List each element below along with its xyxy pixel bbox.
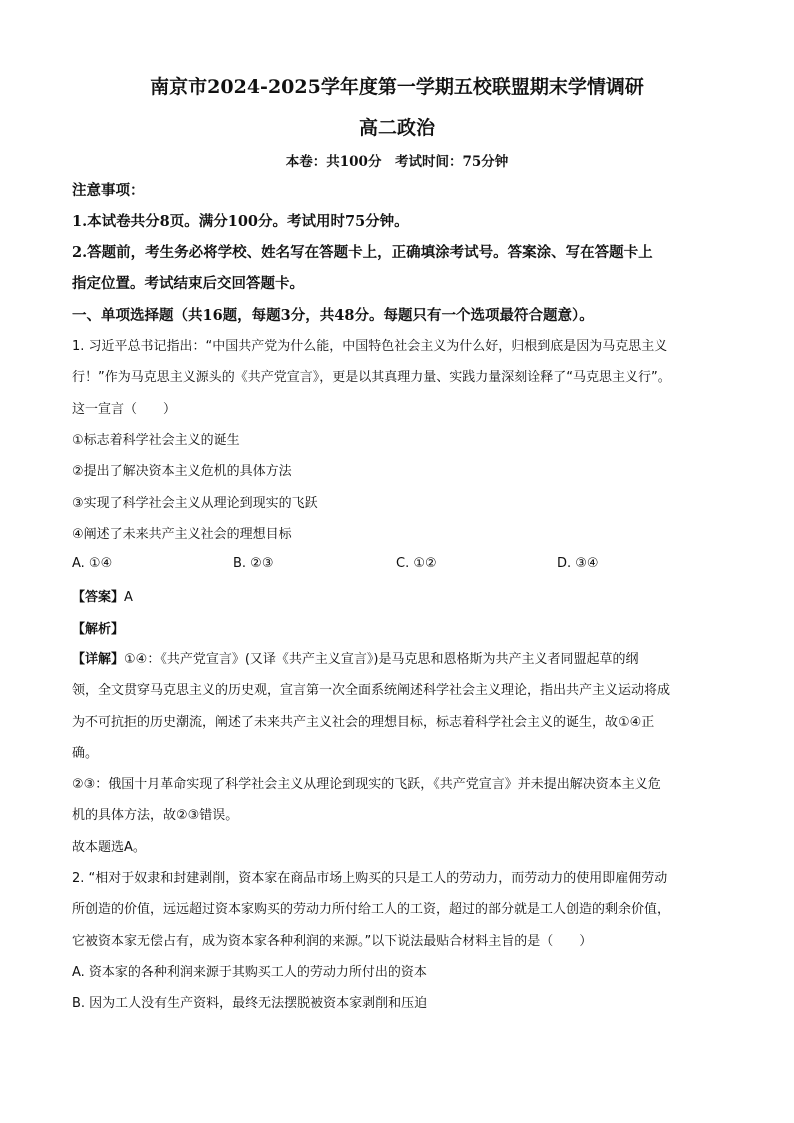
q1-detail-line-6: 机的具体方法，故②③错误。 <box>72 808 239 823</box>
q1-detail-line-5: ②③：俄国十月革命实现了科学社会主义从理论到现实的飞跃，《共产党宣言》并未提出解决资本主义危 <box>72 777 661 792</box>
q1-answer <box>72 587 133 608</box>
q1-item-3: ③实现了科学社会主义从理论到现实的飞跃 <box>72 496 318 511</box>
q2-option-a: A. 资本家的各种利润来源于其购买工人的劳动力所付出的资本 <box>72 965 427 980</box>
section-heading: 一、单项选择题（共16题，每题3分，共48分。每题只有一个选项最符合题意）。 <box>72 307 594 324</box>
answer-value: A <box>124 590 133 605</box>
q1-option-b: B. ②③ <box>233 556 274 571</box>
q1-item-2: ②提出了解决资本主义危机的具体方法 <box>72 464 292 479</box>
q2-stem-line-2: 所创造的价值，远远超过资本家购买的劳动力所付给工人的工资，超过的部分就是工人创造的剩余价值， <box>72 902 671 917</box>
exam-title: 南京市2024-2025学年度第一学期五校联盟期末学情调研 <box>150 76 644 98</box>
q1-option-d: D. ③④ <box>557 556 599 571</box>
q1-stem-line-3: 这一宣言（ ） <box>72 402 177 417</box>
notice-item-2-line-1: 2.答题前，考生务必将学校、姓名写在答题卡上，正确填涂考试号。答案涂、写在答题卡上 <box>72 244 653 261</box>
analysis-tag: 【解析】 <box>72 622 125 637</box>
q1-detail-line-1 <box>72 650 638 670</box>
q1-detail-line-3: 为不可抗拒的历史潮流，阐述了未来共产主义社会的理想目标，标志着科学社会主义的诞生，故①④正 <box>72 715 655 730</box>
q2-option-b: B. 因为工人没有生产资料，最终无法摆脱被资本家剥削和压迫 <box>72 996 428 1011</box>
q1-detail-line-4: 确。 <box>72 746 99 761</box>
detail-tag: 【详解】 <box>72 652 125 667</box>
q2-stem-line-1: 2. “相对于奴隶和封建剥削，资本家在商品市场上购买的只是工人的劳动力，而劳动力的使用即雇佣劳动 <box>72 871 668 886</box>
q1-item-1: ①标志着科学社会主义的诞生 <box>72 433 240 448</box>
notice-item-2-line-2: 指定位置。考试结束后交回答题卡。 <box>72 275 304 292</box>
answer-tag: 【答案】 <box>72 590 125 605</box>
notice-heading: 注意事项： <box>72 182 145 199</box>
q1-item-4: ④阐述了未来共产主义社会的理想目标 <box>72 527 292 542</box>
q1-conclusion: 故本题选A。 <box>72 840 146 855</box>
detail-text-1: ①④：《共产党宣言》(又译《共产主义宣言》)是马克思和恩格斯为共产主义者同盟起草的纲 <box>124 652 639 667</box>
notice-item-1: 1.本试卷共分8页。满分100分。考试用时75分钟。 <box>72 213 409 230</box>
exam-meta: 本卷：共100分 考试时间：75分钟 <box>285 154 509 170</box>
q1-stem-line-2: 行！”作为马克思主义源头的《共产党宣言》，更是以其真理力量、实践力量深刻诠释了“马克思主义行”。 <box>72 370 671 385</box>
q2-stem-line-3: 它被资本家无偿占有，成为资本家各种利润的来源。”以下说法最贴合材料主旨的是（ ） <box>72 934 593 949</box>
q1-option-a: A. ①④ <box>72 556 113 571</box>
q1-option-c: C. ①② <box>396 556 437 571</box>
q1-detail-line-2: 领，全文贯穿马克思主义的历史观，宣言第一次全面系统阐述科学社会主义理论，指出共产主义运动将成 <box>72 683 671 698</box>
subject-title: 高二政治 <box>358 117 435 139</box>
q1-stem-line-1: 1. 习近平总书记指出：“中国共产党为什么能，中国特色社会主义为什么好，归根到底是因为马克思主义 <box>72 339 668 354</box>
q1-analysis-heading <box>72 619 124 640</box>
